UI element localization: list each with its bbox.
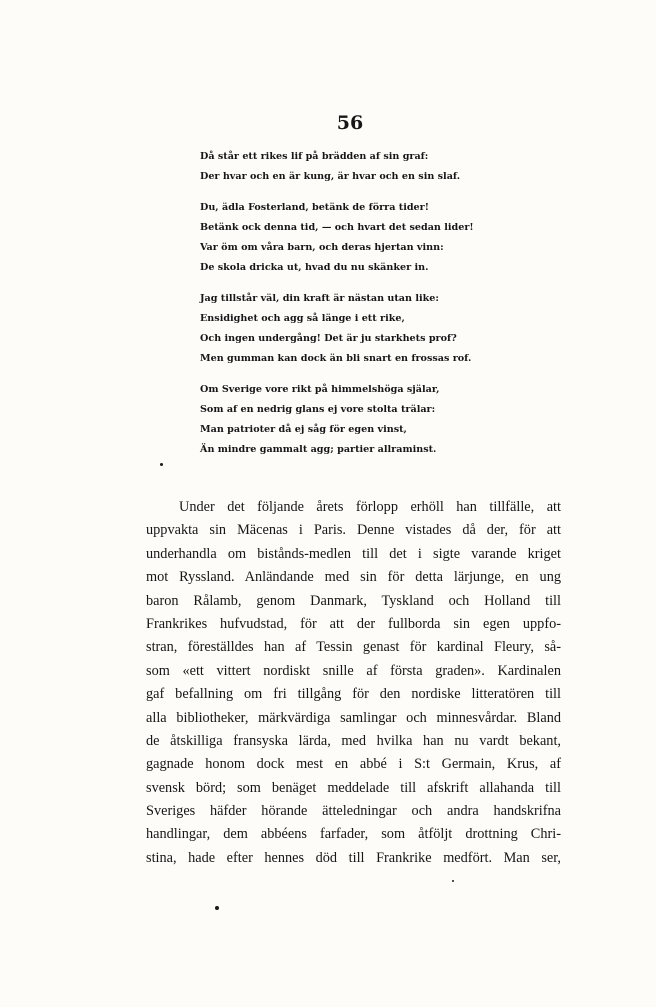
poem-line: Men gumman kan dock än bli snart en frossas rof. (200, 353, 472, 364)
poem-line: Jag tillstår väl, din kraft är nästan utan like: (200, 293, 439, 304)
poem-line: De skola dricka ut, hvad du nu skänker in. (200, 262, 429, 273)
prose-line: Frankrikes hufvudstad, för att der fullborda sin egen uppfo- (146, 615, 561, 632)
prose-line: Under det följande årets förlopp erhöll han tillfälle, att (179, 499, 561, 515)
prose-line: stran, föreställdes han af Tessin genast för kardinal Fleury, så- (146, 639, 561, 656)
prose-line: handlingar, dem abbéens farfader, som åtföljt drottning Chri- (146, 826, 561, 843)
ink-speck (215, 906, 219, 910)
poem-line: Ensidighet och agg så länge i ett rike, (200, 313, 405, 324)
poem-stanza (200, 380, 500, 460)
prose-paragraph (146, 496, 561, 870)
page-number: 56 (336, 112, 364, 134)
prose-line: alla bibliotheker, märkvärdiga samlingar och minnesvårdar. Bland (146, 709, 561, 726)
poem-line: Var öm om våra barn, och deras hjertan vinn: (200, 242, 444, 253)
ink-speck (452, 880, 454, 882)
prose-line: Sveriges häfder hörande ätteledningar och andra handskrifna (146, 803, 561, 820)
poem-line: Och ingen undergång! Det är ju starkhets prof? (200, 333, 457, 344)
poem-line: Man patrioter då ej såg för egen vinst, (200, 424, 407, 435)
poem-line: Än mindre gammalt agg; partier allraminst. (200, 444, 437, 455)
poem-stanza (200, 147, 500, 187)
prose-line: som «ett vittert nordiskt snille af första graden». Kardinalen (146, 662, 561, 679)
poem-line: Du, ädla Fosterland, betänk de förra tider! (200, 202, 429, 213)
poem-line: Om Sverige vore rikt på himmelshöga själar, (200, 384, 440, 395)
prose-line: underhandla om bistånds-medlen till det i sigte varande kriget (146, 545, 561, 562)
prose-line: stina, hade efter hennes död till Frankrike medfört. Man ser, (146, 849, 561, 866)
prose-line: mot Ryssland. Anländande med sin för detta lärjunge, en ung (146, 569, 561, 586)
prose-line: gaf befallning om fri tillgång för den nordiske litteratören till (146, 686, 561, 703)
prose-line: svensk börd; som benäget meddelade till afskrift allahanda till (146, 779, 561, 796)
poem-line: Der hvar och en är kung, är hvar och en sin slaf. (200, 171, 461, 182)
prose-line: gagnade honom dock mest en abbé i S:t Germain, Krus, af (146, 756, 561, 773)
poem (200, 147, 500, 471)
poem-line: Som af en nedrig glans ej vore stolta trälar: (200, 404, 436, 415)
poem-line: Då står ett rikes lif på brädden af sin graf: (200, 151, 429, 162)
poem-stanza (200, 289, 500, 369)
prose-line: uppvakta sin Mäcenas i Paris. Denne vistades då der, för att (146, 522, 561, 539)
poem-line: Betänk ock denna tid, — och hvart det sedan lider! (200, 222, 474, 233)
prose-line: de åtskilliga fransyska lärda, med hvilka han nu vardt bekant, (146, 732, 561, 749)
ink-speck (160, 463, 163, 466)
prose-line: baron Rålamb, genom Danmark, Tyskland och Holland till (146, 592, 561, 609)
poem-stanza (200, 198, 500, 278)
